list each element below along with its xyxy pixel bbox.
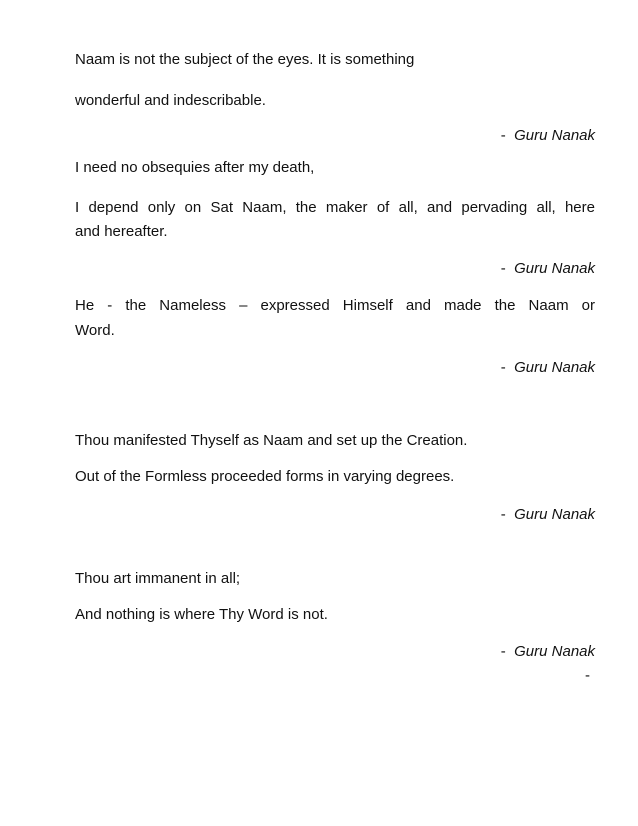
quote1-attribution xyxy=(300,126,595,146)
quote1-dash: - xyxy=(500,127,506,144)
quote1-line1: Naam is not the subject of the eyes. It is something xyxy=(75,51,415,68)
quote4-dash: - xyxy=(500,506,506,523)
quote5-dash: - xyxy=(500,643,506,660)
quote5-line2: And nothing is where Thy Word is not. xyxy=(75,606,328,623)
quote3-dash: - xyxy=(500,359,506,376)
quote3-attribution xyxy=(300,358,595,378)
quote3-line2: Word. xyxy=(75,322,115,339)
quote1-line2: wonderful and indescribable. xyxy=(75,92,266,109)
quote5-line1: Thou art immanent in all; xyxy=(75,570,241,587)
quote5-attribution xyxy=(300,642,595,662)
quote4-author: Guru Nanak xyxy=(514,506,595,523)
trailing-dash: - xyxy=(585,667,590,684)
quote2-line3: and hereafter. xyxy=(75,223,168,240)
quote2-author: Guru Nanak xyxy=(514,260,595,277)
quote3-author: Guru Nanak xyxy=(514,359,595,376)
quote4-attribution xyxy=(300,505,595,525)
quote2-attribution xyxy=(300,259,595,279)
quote1-author: Guru Nanak xyxy=(514,127,595,144)
quote3-line1: He - the Nameless – expressed Himself and made the Naam or xyxy=(75,297,595,314)
quote4-line1: Thou manifested Thyself as Naam and set up the Creation. xyxy=(75,432,468,449)
quote2-dash: - xyxy=(500,260,506,277)
quote5-author: Guru Nanak xyxy=(514,643,595,660)
quote2-line1: I need no obsequies after my death, xyxy=(75,159,315,176)
quote2-line2: I depend only on Sat Naam, the maker of all, and pervading all, here xyxy=(75,199,595,216)
quote4-line2: Out of the Formless proceeded forms in varying degrees. xyxy=(75,468,455,485)
